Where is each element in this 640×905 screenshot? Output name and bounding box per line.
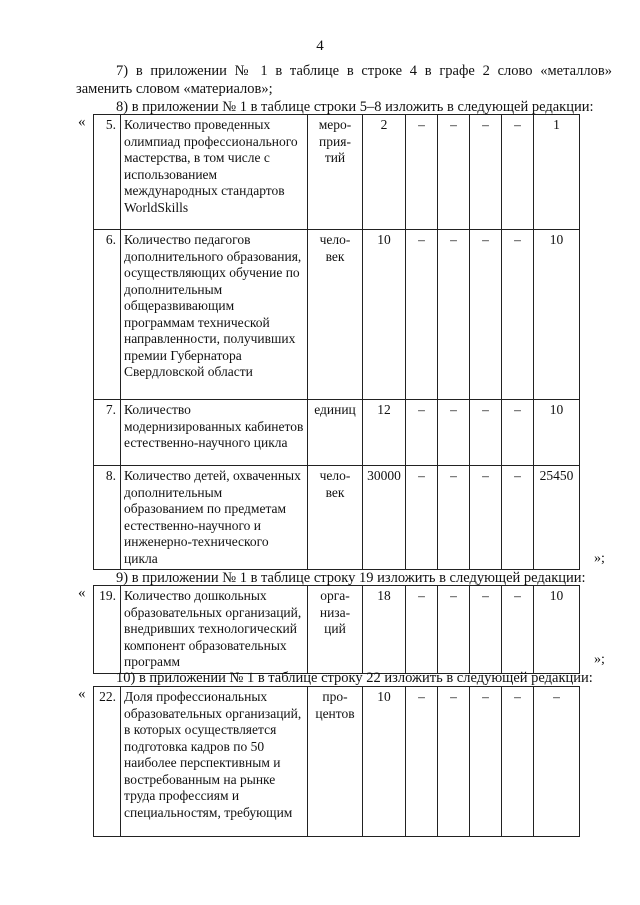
row-dash: – (438, 586, 470, 674)
row-dash: – (438, 230, 470, 400)
row-number: 8. (94, 466, 121, 570)
row-unit: орга- низа- ций (308, 586, 363, 674)
row-dash: – (406, 400, 438, 466)
table-row (94, 230, 580, 400)
row-value: 18 (363, 586, 406, 674)
row-last-value: 25450 (534, 466, 580, 570)
item-8-heading: 8) в приложении № 1 в таблице строки 5–8 изложить в следующей редакции: (116, 99, 594, 115)
open-quote-3: « (78, 686, 86, 702)
row-dash: – (470, 687, 502, 837)
item-7-line-2: заменить словом «материалов»; (76, 81, 273, 97)
row-value: 10 (363, 230, 406, 400)
row-dash: – (502, 115, 534, 230)
row-unit: про- центов (308, 687, 363, 837)
row-number: 22. (94, 687, 121, 837)
row-dash: – (438, 400, 470, 466)
row-dash: – (406, 687, 438, 837)
table-row-22 (93, 686, 580, 837)
row-dash: – (438, 466, 470, 570)
row-unit: чело- век (308, 230, 363, 400)
row-value: 30000 (363, 466, 406, 570)
row-number: 5. (94, 115, 121, 230)
item-7-line-1: 7) в приложении № 1 в таблице в строке 4 в графе 2 слово «металлов» (116, 63, 612, 79)
table-row (94, 586, 580, 674)
row-number: 6. (94, 230, 121, 400)
row-dash: – (470, 230, 502, 400)
row-description: Доля профессиональных образовательных организаций, в которых осуществляется подготовка кадров по 50 наиболее перспективным и востребованным на рынке труда профессиям и специальностям, требующим (121, 687, 308, 837)
row-value: 2 (363, 115, 406, 230)
row-dash: – (470, 115, 502, 230)
close-quote-1: »; (594, 551, 605, 566)
row-last-value: – (534, 687, 580, 837)
row-description: Количество дошкольных образовательных организаций, внедривших технологический компонент образовательных программ (121, 586, 308, 674)
table-row-19 (93, 585, 580, 674)
table-row (94, 400, 580, 466)
row-number: 7. (94, 400, 121, 466)
table-row (94, 466, 580, 570)
row-dash: – (502, 586, 534, 674)
row-dash: – (406, 230, 438, 400)
row-dash: – (470, 400, 502, 466)
row-dash: – (502, 687, 534, 837)
table-row (94, 687, 580, 837)
row-dash: – (438, 687, 470, 837)
row-description: Количество проведенных олимпиад профессионального мастерства, в том числе с использованием международных стандартов WorldSkills (121, 115, 308, 230)
open-quote-2: « (78, 585, 86, 601)
row-dash: – (502, 400, 534, 466)
open-quote-1: « (78, 114, 86, 130)
close-quote-2: »; (594, 652, 605, 667)
row-unit: единиц (308, 400, 363, 466)
row-dash: – (502, 230, 534, 400)
row-description: Количество детей, охваченных дополнительным образованием по предметам естественно-научного и инженерно-технического цикла (121, 466, 308, 570)
row-last-value: 10 (534, 586, 580, 674)
row-last-value: 10 (534, 400, 580, 466)
page-number: 4 (316, 38, 324, 54)
row-unit: чело- век (308, 466, 363, 570)
row-last-value: 10 (534, 230, 580, 400)
row-value: 10 (363, 687, 406, 837)
row-dash: – (438, 115, 470, 230)
row-dash: – (470, 586, 502, 674)
table-row (94, 115, 580, 230)
row-last-value: 1 (534, 115, 580, 230)
item-9-heading: 9) в приложении № 1 в таблице строку 19 изложить в следующей редакции: (116, 570, 586, 586)
row-value: 12 (363, 400, 406, 466)
row-dash: – (406, 115, 438, 230)
row-number: 19. (94, 586, 121, 674)
row-dash: – (470, 466, 502, 570)
row-description: Количество модернизированных кабинетов естественно-научного цикла (121, 400, 308, 466)
table-rows-5-8 (93, 114, 580, 570)
row-dash: – (406, 586, 438, 674)
row-dash: – (406, 466, 438, 570)
item-10-heading: 10) в приложении № 1 в таблице строку 22 изложить в следующей редакции: (116, 670, 593, 686)
row-unit: меро- прия- тий (308, 115, 363, 230)
row-dash: – (502, 466, 534, 570)
row-description: Количество педагогов дополнительного образования, осуществляющих обучение по дополнительным общеразвивающим программам технической направленности, получивших премии Губернатора Свердловской области (121, 230, 308, 400)
